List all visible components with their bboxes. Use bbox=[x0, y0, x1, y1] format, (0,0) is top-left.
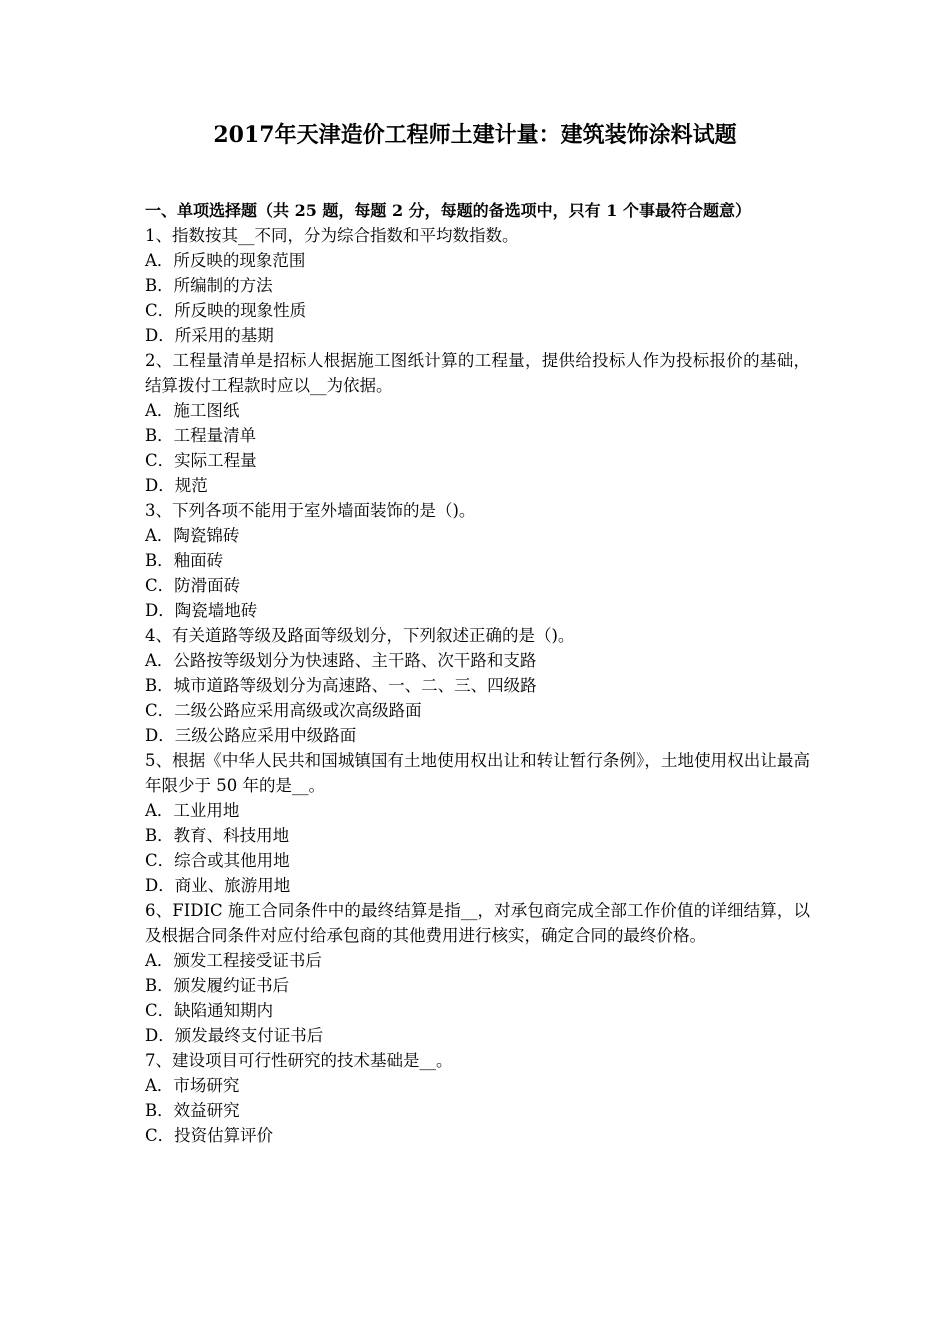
option-line: C．缺陷通知期内 bbox=[145, 1001, 274, 1020]
option-line: C．综合或其他用地 bbox=[145, 851, 290, 870]
option-line: A．施工图纸 bbox=[145, 401, 240, 420]
option-line: B．效益研究 bbox=[145, 1101, 240, 1120]
option-line: A．市场研究 bbox=[145, 1076, 240, 1095]
option-line: D．商业、旅游用地 bbox=[145, 876, 291, 895]
option-line: D．规范 bbox=[145, 476, 208, 495]
option-line: C．投资估算评价 bbox=[145, 1126, 274, 1145]
option-line: C．所反映的现象性质 bbox=[145, 301, 307, 320]
section-header: 一、单项选择题（共 25 题，每题 2 分，每题的备选项中，只有 1 个事最符合题意） bbox=[145, 201, 751, 220]
option-line: A．陶瓷锦砖 bbox=[145, 526, 240, 545]
question-line: 6、FIDIC 施工合同条件中的最终结算是指__，对承包商完成全部工作价值的详细结算，以及根据合同条件对应付给承包商的其他费用进行核实，确定合同的最终价格。 bbox=[145, 901, 810, 945]
option-line: B．所编制的方法 bbox=[145, 276, 273, 295]
option-line: D．颁发最终支付证书后 bbox=[145, 1026, 324, 1045]
question-line: 3、下列各项不能用于室外墙面装饰的是（)。 bbox=[145, 501, 476, 520]
option-line: C．实际工程量 bbox=[145, 451, 257, 470]
option-line: D．三级公路应采用中级路面 bbox=[145, 726, 357, 745]
option-line: B．工程量清单 bbox=[145, 426, 257, 445]
question-line: 1、指数按其__不同，分为综合指数和平均数指数。 bbox=[145, 226, 519, 245]
question-line: 2、工程量清单是招标人根据施工图纸计算的工程量，提供给投标人作为投标报价的基础，结算拨付工程款时应以__为依据。 bbox=[145, 351, 810, 395]
option-line: A．所反映的现象范围 bbox=[145, 251, 306, 270]
option-line: B．釉面砖 bbox=[145, 551, 224, 570]
option-line: B．颁发履约证书后 bbox=[145, 976, 290, 995]
question-line: 5、根据《中华人民共和国城镇国有土地使用权出让和转让暂行条例》，土地使用权出让最高年限少于 50 年的是__。 bbox=[145, 751, 810, 795]
question-line: 7、建设项目可行性研究的技术基础是__。 bbox=[145, 1051, 453, 1070]
document-body bbox=[145, 198, 810, 1148]
option-line: C．二级公路应采用高级或次高级路面 bbox=[145, 701, 422, 720]
option-line: A．公路按等级划分为快速路、主干路、次干路和支路 bbox=[145, 651, 537, 670]
option-line: D．所采用的基期 bbox=[145, 326, 274, 345]
option-line: D．陶瓷墙地砖 bbox=[145, 601, 258, 620]
document-title: 2017年天津造价工程师土建计量：建筑装饰涂料试题 bbox=[213, 122, 737, 148]
option-line: B．城市道路等级划分为高速路、一、二、三、四级路 bbox=[145, 676, 537, 695]
option-line: B．教育、科技用地 bbox=[145, 826, 290, 845]
option-line: C．防滑面砖 bbox=[145, 576, 241, 595]
option-line: A．颁发工程接受证书后 bbox=[145, 951, 322, 970]
option-line: A．工业用地 bbox=[145, 801, 240, 820]
question-line: 4、有关道路等级及路面等级划分，下列叙述正确的是（)。 bbox=[145, 626, 575, 645]
